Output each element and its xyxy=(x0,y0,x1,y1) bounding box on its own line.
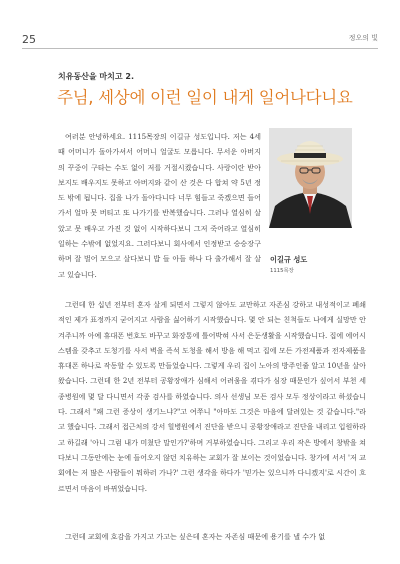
body-paragraph: 그런데 한 십년 전부터 혼자 살게 되면서 그렇지 않아도 교만하고 자존심 강하고 내성적이고 폐쇄적인 제가 표정까지 굳어지고 사람을 싫어하기 시작했습니다. 몇 안 되는 친척들도 나에게 실망만 안겨주니까 아예 휴대폰 번호도 바꾸고 화장통에 틀어박혀 사서 은둔생활을 시작했습니다. 집에 에어시스템을 갖추고 도청기를 사서 벽을 즉석 도청을 해서 방음 해 먹고 집에 모든 가전제품과 전자제품을 휴대폰 하나로 작동할 수 있도록 만들었습니다. 그렇게 우리 집이 노아의 방주인줄 알고 10년을 살아왔습니다. 그런데 한 2년 전부터 공황장애가 심해서 어려움을 겪다가 심장 때문인가 싶어서 부천 세종병원에 몇 달 다니면서 각종 검사를 하였습니다. 의사 선생님 모든 검사 모두 정상이라고 하셨습니다. 그래서 "왜 그런 증상이 생기느냐?"고 여쭈니 "아마도 그것은 마음에 달려있는 것 같습니다."라고 했습니다. 그래서 접근처의 강서 힐병원에서 진단을 받으니 공황장애라고 진단을 내리고 입원하라고 하길래 '아니 그럼 내가 미쳤단 말인가?'하며 거부하였습니다. 그리고 우리 작은 방에서 창밖을 쳐다보니 그동안에는 눈에 들어오지 않던 치유하는 교회가 잘 보이는 것이었습니다. 창가에 서서 '저 교회에는 저 많은 사람들이 뭐하러 가나?' 그런 생각을 하다가 '믿가는 있으니까 다니겠지'로 시간이 흐르면서 마음이 바뀌었습니다. xyxy=(58,300,367,493)
author-name: 이길규 성도 xyxy=(270,255,308,264)
page-header xyxy=(22,33,378,47)
body-paragraph-continued: 그런데 교회에 호감을 가지고 가고는 싶은데 혼자는 자존심 때문에 용기를 낼 수가 없 xyxy=(65,532,326,541)
intro-paragraph: 여러분 안녕하세요. 1115목장의 이길규 성도입니다. 저는 4세 때 어머니가 돌아가셔서 어머니 얼굴도 모릅니다. 무서운 아버지의 꾸중이 구타는 수도 없이 저를 거절시켰습니다. 사랑이란 받아보지도 배우지도 못하고 아버지와 같이 산 것은 다 합쳐 약 5년 정도 밖에 됩니다. 집을 나가 돌아다니다 너무 힘들고 죽겠으면 들어가서 얼마 못 버티고 또 나가기를 반복했습니다. 그러나 열심히 살았고 못 배우고 가진 것 없이 시작하다보니 그저 죽어라고 열심히 일하는 수밖에 없었지요. 그러다보니 회사에서 인정받고 승승장구하며 잘 벌어 모으고 살다보니 밥 들 아들 하나 다 출가해서 잘 살고 있습니다. xyxy=(58,132,261,279)
series-label: 치유동산을 마치고 2. xyxy=(58,72,134,81)
author-role: 1115목장 xyxy=(270,268,294,274)
article-title: 주님, 세상에 이런 일이 내게 일어나다니요 xyxy=(57,88,353,107)
author-photo xyxy=(269,128,352,228)
header-divider xyxy=(22,48,378,49)
running-title: 정오의 빛 xyxy=(348,34,378,42)
page-number: 25 xyxy=(22,33,36,46)
